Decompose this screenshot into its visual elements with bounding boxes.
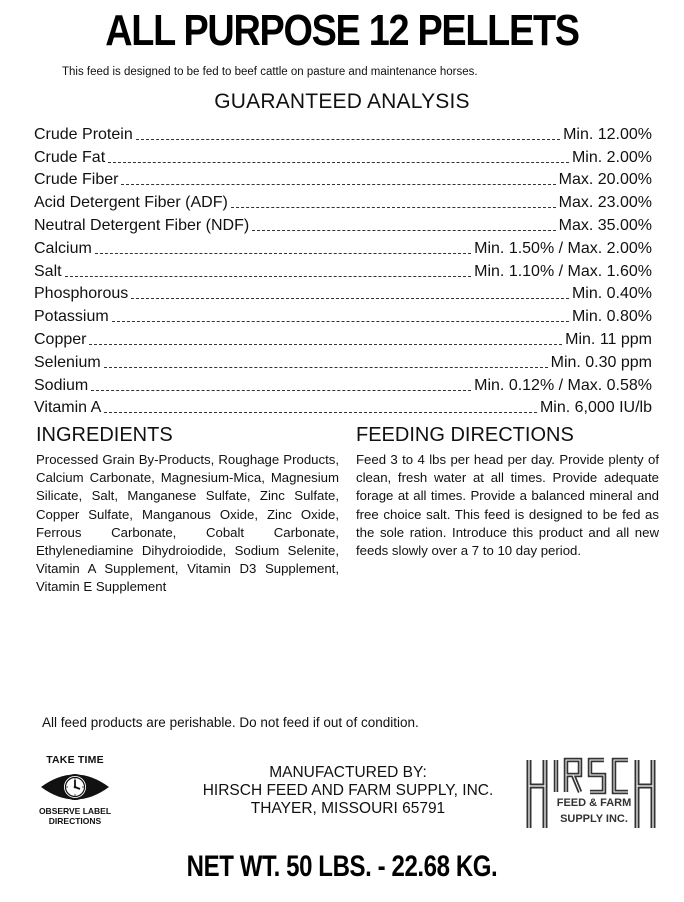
eye-clock-icon <box>38 768 112 806</box>
manufacturer-block <box>190 764 506 818</box>
take-time-badge <box>28 754 122 826</box>
analysis-heading: GUARANTEED ANALYSIS <box>214 90 470 113</box>
nutrient-value: Min. 2.00% <box>571 148 652 166</box>
nutrient-name: Vitamin A <box>34 399 102 417</box>
dotted-leader <box>104 412 537 413</box>
observe-label-line2: DIRECTIONS <box>48 815 102 826</box>
observe-label-line1: OBSERVE LABEL <box>38 806 112 816</box>
analysis-row <box>34 325 652 348</box>
analysis-row <box>34 371 652 394</box>
analysis-row <box>34 166 652 189</box>
manufacturer-line1: MANUFACTURED BY: <box>269 764 427 781</box>
logo-line2: SUPPLY INC. <box>560 813 628 825</box>
perishable-notice: All feed products are perishable. Do not feed if out of condition. <box>42 715 419 730</box>
analysis-row <box>34 302 652 325</box>
hirsch-logo <box>522 756 660 832</box>
guaranteed-analysis-table <box>34 120 652 416</box>
nutrient-name: Copper <box>34 330 87 348</box>
feeding-directions-heading: FEEDING DIRECTIONS <box>356 424 574 446</box>
dotted-leader <box>131 298 569 299</box>
manufacturer-line3: THAYER, MISSOURI 65791 <box>250 800 446 817</box>
analysis-row <box>34 394 652 417</box>
nutrient-name: Crude Fat <box>34 148 106 166</box>
analysis-row <box>34 348 652 371</box>
nutrient-value: Min. 0.12% / Max. 0.58% <box>474 376 652 394</box>
nutrient-value: Min. 0.40% <box>571 285 652 303</box>
dotted-leader <box>121 184 555 185</box>
dotted-leader <box>91 390 471 391</box>
nutrient-name: Crude Fiber <box>34 171 119 189</box>
product-subtitle: This feed is designed to be fed to beef cattle on pasture and maintenance horses. <box>62 66 478 78</box>
logo-line1: FEED & FARM <box>556 797 632 809</box>
manufacturer-line2: HIRSCH FEED AND FARM SUPPLY, INC. <box>202 782 494 799</box>
nutrient-value: Max. 23.00% <box>558 194 652 212</box>
dotted-leader <box>231 207 556 208</box>
analysis-row <box>34 211 652 234</box>
dotted-leader <box>136 139 560 140</box>
nutrient-name: Sodium <box>34 376 89 394</box>
nutrient-value: Min. 6,000 IU/lb <box>539 399 652 417</box>
nutrient-value: Min. 0.30 ppm <box>550 353 652 371</box>
dotted-leader <box>104 367 548 368</box>
analysis-row <box>34 234 652 257</box>
analysis-row <box>34 257 652 280</box>
ingredients-text: Processed Grain By-Products, Roughage Products, Calcium Carbonate, Magnesium-Mica, Magnesium Silicate, Salt, Manganese Sulfate, Zinc Sulfate, Copper Sulfate, Manganous Oxide, Zinc Oxide, Ferrous Carbonate, Cobalt Carbonate, Ethylenediamine Dihydroiodide, Sodium Selenite, Vitamin A Supplement, Vitamin D3 Supplement, Vitamin E Supplement <box>36 452 339 595</box>
nutrient-value: Min. 11 ppm <box>565 330 652 348</box>
nutrient-value: Max. 35.00% <box>558 216 652 234</box>
ingredients-heading: INGREDIENTS <box>36 424 173 446</box>
nutrient-value: Min. 0.80% <box>571 308 652 326</box>
dotted-leader <box>108 162 569 163</box>
dotted-leader <box>112 321 569 322</box>
observe-label-text <box>28 807 122 826</box>
dotted-leader <box>95 253 471 254</box>
nutrient-name: Selenium <box>34 353 101 371</box>
analysis-row <box>34 120 652 143</box>
nutrient-value: Min. 12.00% <box>563 125 652 143</box>
nutrient-name: Salt <box>34 262 62 280</box>
analysis-row <box>34 143 652 166</box>
nutrient-value: Max. 20.00% <box>558 171 652 189</box>
nutrient-name: Crude Protein <box>34 125 133 143</box>
nutrient-name: Acid Detergent Fiber (ADF) <box>34 194 228 212</box>
nutrient-value: Min. 1.50% / Max. 2.00% <box>474 239 652 257</box>
nutrient-name: Calcium <box>34 239 92 257</box>
take-time-label: TAKE TIME <box>46 754 104 766</box>
nutrient-name: Potassium <box>34 308 109 326</box>
net-weight: NET WT. 50 LBS. - 22.68 KG. <box>186 850 498 883</box>
product-title: ALL PURPOSE 12 PELLETS <box>105 6 579 55</box>
dotted-leader <box>252 230 555 231</box>
nutrient-name: Phosphorous <box>34 285 129 303</box>
dotted-leader <box>89 344 562 345</box>
analysis-row <box>34 280 652 303</box>
feeding-directions-text: Feed 3 to 4 lbs per head per day. Provide plenty of clean, fresh water at all times. Provide adequate forage at all times. Provide a balanced mineral and free choice salt. This feed is designed to be fed as the sole ration. Introduce this product and all new feeds slowly over a 7 to 10 day period. <box>356 452 659 559</box>
nutrient-value: Min. 1.10% / Max. 1.60% <box>474 262 652 280</box>
analysis-row <box>34 188 652 211</box>
dotted-leader <box>65 276 472 277</box>
nutrient-name: Neutral Detergent Fiber (NDF) <box>34 216 250 234</box>
